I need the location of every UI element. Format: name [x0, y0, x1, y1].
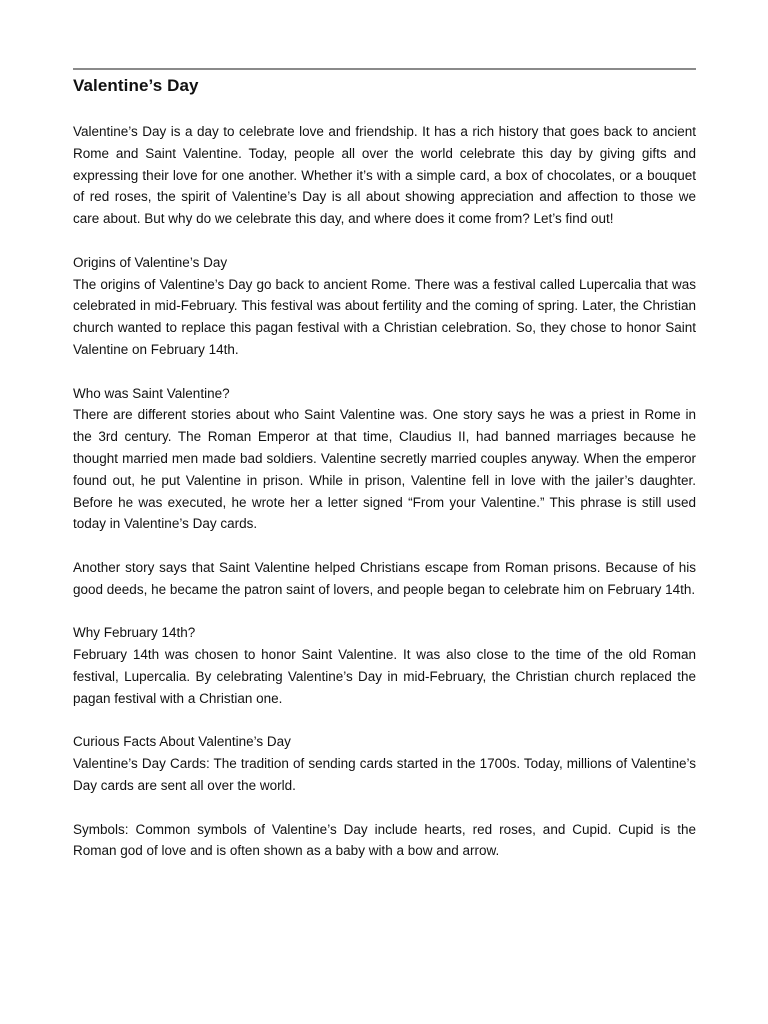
- section-heading: Why February 14th?: [73, 625, 196, 641]
- section-another-story: [73, 557, 696, 601]
- section-heading: Curious Facts About Valentine’s Day: [73, 734, 291, 750]
- section-heading: Who was Saint Valentine?: [73, 385, 230, 401]
- document-page: [73, 68, 696, 884]
- top-divider: [73, 68, 696, 70]
- section-curious-facts: [73, 731, 696, 796]
- section-origins: [73, 252, 696, 361]
- section-text: February 14th was chosen to honor Saint Valentine. It was also close to the time of the old Roman festival, Lupercalia. By celebrating Valentine’s Day in mid-February, the Christian church replaced the pagan festival with a Christian one.: [73, 647, 696, 706]
- section-text: There are different stories about who Saint Valentine was. One story says he was a priest in Rome in the 3rd century. The Roman Emperor at that time, Claudius II, had banned marriages because he thought married men made bad soldiers. Valentine secretly married couples anyway. When the emperor found out, he put Valentine in prison. While in prison, Valentine fell in love with the jailer’s daughter. Before he was executed, he wrote her a letter signed “From your Valentine.” This phrase is still used today in Valentine’s Day cards.: [73, 407, 696, 532]
- document-body: [73, 121, 696, 862]
- section-symbols: [73, 819, 696, 863]
- section-why-feb-14: [73, 622, 696, 709]
- document-title: Valentine’s Day: [73, 76, 199, 95]
- section-text: The origins of Valentine’s Day go back to ancient Rome. There was a festival called Lupercalia that was celebrated in mid-February. This festival was about fertility and the coming of spring. Later, the Christian church wanted to replace this pagan festival with a Christian celebration. So, they chose to honor Saint Valentine on February 14th.: [73, 276, 696, 357]
- section-text: Symbols: Common symbols of Valentine’s Day include hearts, red roses, and Cupid. Cupid is the Roman god of love and is often shown as a baby with a bow and arrow.: [73, 821, 696, 859]
- section-text: Valentine’s Day Cards: The tradition of sending cards started in the 1700s. Today, millions of Valentine’s Day cards are sent all over the world.: [73, 756, 696, 793]
- section-heading: Origins of Valentine’s Day: [73, 254, 228, 270]
- intro-paragraph: Valentine’s Day is a day to celebrate love and friendship. It has a rich history that goes back to ancient Rome and Saint Valentine. Today, people all over the world celebrate this day by giving gifts and expressing their love for one another. Whether it’s with a simple card, a box of chocolates, or a bouquet of red roses, the spirit of Valentine’s Day is all about showing appreciation and affection to those we care about. But why do we celebrate this day, and where does it come from? Let’s find out!: [73, 124, 696, 227]
- section-text: Another story says that Saint Valentine helped Christians escape from Roman prisons. Because of his good deeds, he became the patron saint of lovers, and people began to celebrate him on February 14th.: [73, 559, 696, 597]
- section-saint-valentine: [73, 383, 696, 536]
